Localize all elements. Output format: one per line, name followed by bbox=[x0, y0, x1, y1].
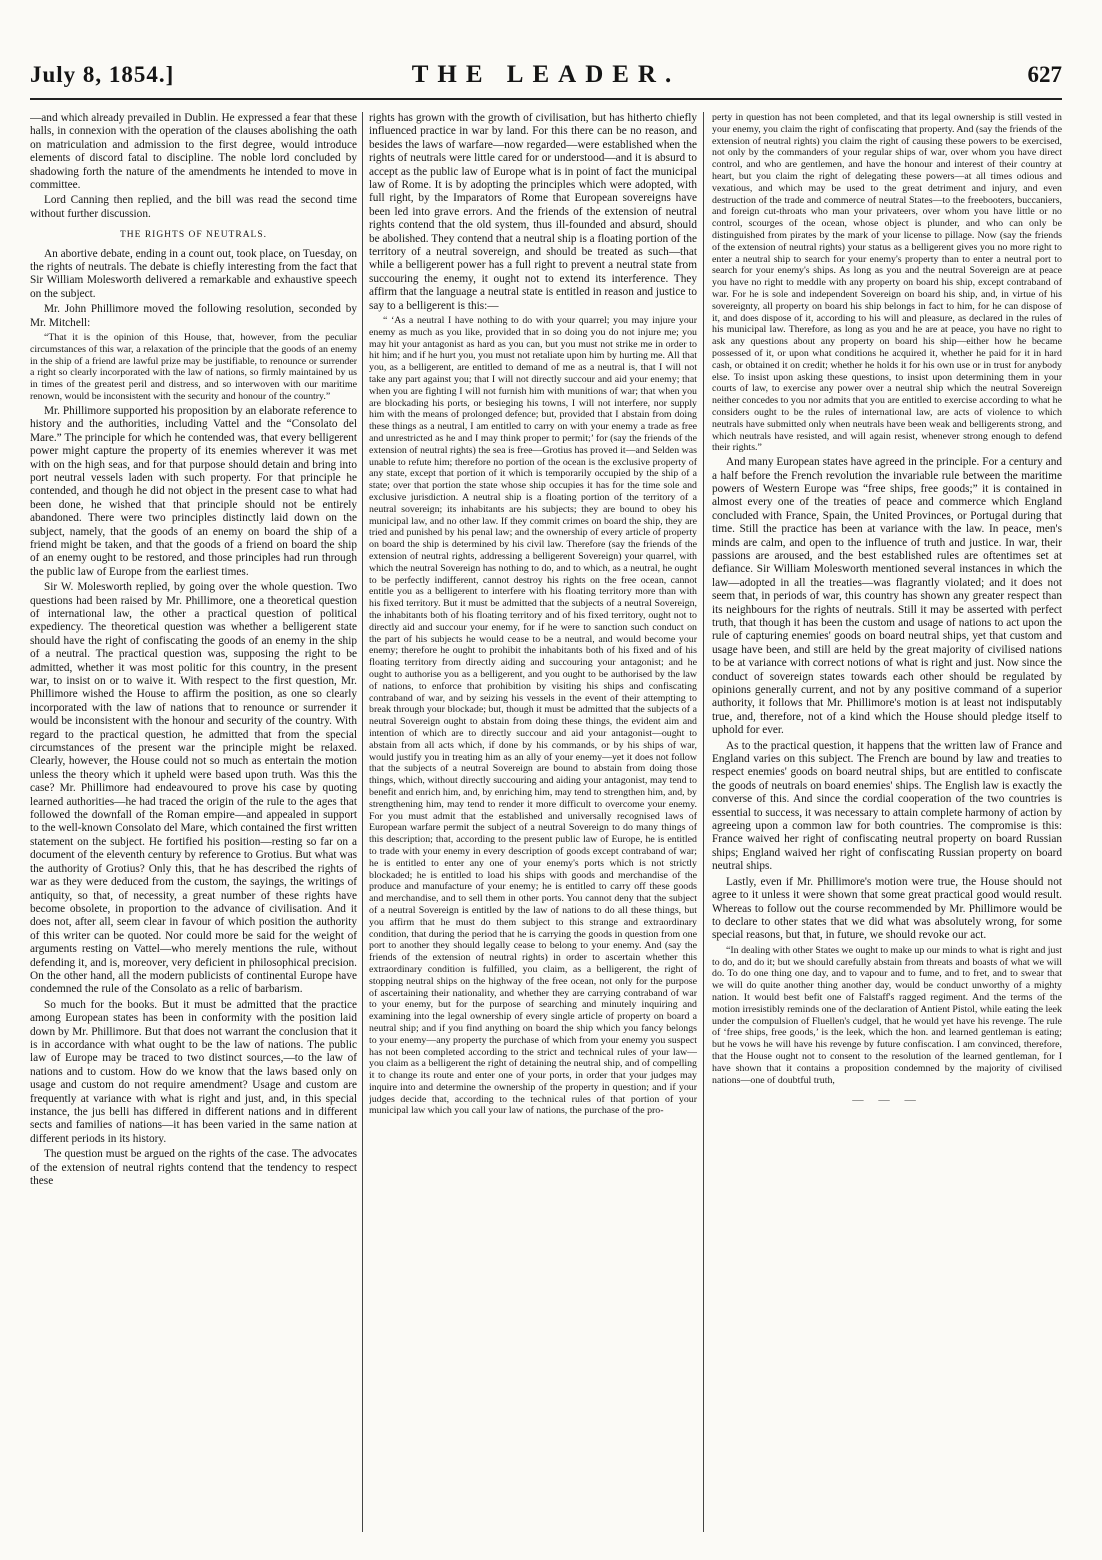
column-end-mark: — — — bbox=[852, 1094, 922, 1107]
paragraph: Mr. John Phillimore moved the following resolution, seconded by Mr. Mitchell: bbox=[30, 303, 357, 329]
column-divider bbox=[703, 112, 704, 1532]
paragraph: Lastly, even if Mr. Phillimore's motion were true, the House should not agree to it unless it were shown that some great practical good would result. Whereas to follow out the course recommended by Mr. Phillimore would be to declare to other states that we did what was absolutely wrong, for some special reasons, but that, in future, we should revoke our act. bbox=[712, 875, 1062, 942]
page-number: 627 bbox=[1027, 62, 1062, 87]
column-3 bbox=[712, 112, 1062, 1544]
speech-quote-continued: perty in question has not been completed, and that its legal ownership is still vested in your enemy, you claim the right of confiscating that property. And (say the friends of the extension of neutral rights) you claim the right of causing these powers to be exercised, not only by the commanders of your regular ships of war, over whom you have direct control, and who are gentlemen, and have the honour and interest of their country at heart, but you claim the right of delegating these powers—at all times odious and vexatious, and which may be used to the great detriment and injury, and even destruction of the trade and commerce of neutral States—to the freebooters, buccaniers, and foreign cut-throats who man your privateers, over whom you have little or no control, scourges of the ocean, whose object is plunder, and who can only be distinguished from pirates by the mark of your license to pillage. Now (say the friends of the extension of neutral rights) your status as a belligerent gives you no more right to enter a neutral ship to search for your enemy's property than to enter a neutral port to search for your enemy's ships. As long as you and the neutral Sovereign are at peace you have no right to meddle with any property on board his ship, except contraband of war. For he is sole and independent Sovereign on board his ship, and, in virtue of his sovereignty, all property on board his ship belongs in fact to him, for he can dispose of it, and does dispose of it, according to his will and pleasure, as declared in the rules of his municipal law. Therefore, as long as you and he are at peace, you have no right to ask any questions about any property on board his ship—either how he became possessed of it, or upon what conditions he acquired it, whether he paid for it in hard cash, or obtained it on credit; whether he holds it for his own use or in trust for anybody else. To insist upon asking these questions, to insist upon determining them in your courts of law, to exercise any power over a neutral ship which the neutral Sovereign neither concedes to you nor admits that you are entitled to exercise according to what he considers ought to be the rules of international law, are acts of violence to which neutrals have submitted only when neutrals have been weak and belligerents strong, and which neutrals have resisted, and will again resist, whenever strong enough to defend their rights.” bbox=[712, 112, 1062, 454]
section-heading: THE RIGHTS OF NEUTRALS. bbox=[119, 230, 268, 241]
speech-quote: “ ‘As a neutral I have nothing to do with your quarrel; you may injure your enemy as much as you like, provided that in so doing you do not injure me; you may hit your antagonist as hard as you can, but you must not strike me in order to hit him; and if he hurt you, you must not retaliate upon him by hurting me. All that you, as a belligerent, are entitled to demand of me as a neutral is, that I will not take any part against you; that I will not directly succour and aid your enemy; that when you are fighting I will not furnish him with munitions of war; that when you are blockading his ports, or besieging his towns, I will not interfere, nor supply him with the means of prolonged defence; but, provided that I abstain from doing these things as a neutral, I am entitled to carry on with your enemy a trade as free and unrestricted as he and I may think proper to permit;’ for (say the friends of the extension of neutral rights) the sea is free—Grotius has proved it—and Selden was unable to refute him; therefore no portion of the ocean is the exclusive property of any state, except that portion of it which is temporarily occupied by the ship of a state; over that portion the state whose ship occupies it has for the time sole and exclusive jurisdiction. A neutral ship is a floating portion of the territory of a neutral sovereign; its inhabitants are his subjects; they are bound to obey his municipal law, and no other law. If they commit crimes on board the ship, they are tried and punished by his penal law; and the ownership of every article of property on board the ship is determined by his civil law. Therefore (say the friends of the extension of neutral rights, addressing a belligerent Sovereign) your quarrel, with which the neutral Sovereign has nothing to do, and to which, as a neutral, he ought to be perfectly indifferent, cannot destroy his rights on the free ocean, cannot entitle you as a belligerent to interfere with his floating territory more than with his fixed territory. But it must be admitted that the subjects of a neutral Sovereign, the inhabitants both of his floating territory and of his fixed territory, ought not to directly aid and succour your enemy, for if he were to sanction such conduct on the part of his subjects he would cease to be a neutral, and would become your enemy; therefore he ought to prohibit the inhabitants both of his fixed and of his floating territory from directly aiding and succouring your antagonist; and he ought to authorise you as a belligerent, and you ought to be authorised by the law of nations, to enforce that prohibition by visiting his ships and confiscating contraband of war, and by seizing his vessels in the event of their attempting to break through your blockade; but, though it must be admitted that the subjects of a neutral Sovereign ought to abstain from doing these things, the evident aim and intention of which are to directly succour and aid your antagonist—ought to abstain from all acts which, if done by his commands, or by his ships of war, would justify you in treating him as an ally of your enemy—yet it does not follow that the subjects of a neutral Sovereign are bound to abstain from doing those things, which, without directly succouring and aiding your antagonist, may tend to benefit and enrich him, and, by enriching him, may tend to strengthen him, and, by strengthening him, may tend to render it more difficult to overcome your enemy. For you must admit that the established and universally recognised laws of European warfare permit the subject of a neutral Sovereign to do many things of this description; that, according to the present public law of Europe, he is entitled to trade with your enemy in every description of goods except contraband of war; he is entitled to enter any one of your enemy's ports which is not strictly blockaded; he is entitled to load his ships with goods and merchandise of the produce and manufacture of your enemy; he is entitled to carry off these goods and merchandise, and to sell them in other ports. You cannot deny that the subject of a neutral Sovereign is entitled by the law of nations to do all these things, but you affirm that he must do them subject to this strange and extraordinary condition, that during the period that he is carrying the goods in question from one port to another they should legally cease to belong to your enemy. And (say the friends of the extension of neutral rights) in order to ascertain whether this extraordinary condition is fulfilled, you claim, as a belligerent, the right of stopping neutral ships on the highway of the free ocean, not only for the purpose of ascertaining their nationality, and whether they are carrying contraband of war to your enemy, but for the purpose of searching and minutely inquiring and examining into the legal ownership of every single article of property on board a neutral ship; and if you find anything on board the ship which you fancy belongs to your enemy—any property the purchase of which from your enemy you suspect has not been completed according to the strict and technical rules of your law—you claim as a belligerent the right of detaining the neutral ship, and of compelling it to change its route and enter one of your ports, in order that your judges may inquire into and determine the ownership of the property in question; and if your judges decide that, according to the technical rules of that portion of your municipal law which you call your law of nations, the purchase of the pro- bbox=[369, 315, 697, 1117]
newspaper-title: THE LEADER. bbox=[411, 61, 681, 88]
issue-date: July 8, 1854.] bbox=[30, 62, 175, 87]
paragraph: Lord Canning then replied, and the bill was read the second time without further discussion. bbox=[30, 194, 357, 220]
paragraph: The question must be argued on the rights of the case. The advocates of the extension of neutral rights contend that the tendency to respect these bbox=[30, 1148, 357, 1188]
paragraph: An abortive debate, ending in a count out, took place, on Tuesday, on the rights of neutrals. The debate is chiefly interesting from the fact that Sir William Molesworth delivered a remarkable and exhaustive speech on the subject. bbox=[30, 247, 357, 300]
paragraph: Mr. Phillimore supported his proposition by an elaborate reference to history and the authorities, including Vattel and the “Consolato del Mare.” The principle for which he contended was, that every belligerent power might capture the property of its enemies wherever it was met with on the high seas, and for that purpose should detain and bring into port neutral vessels laden with such property. For that principle he contended, and though he did not object in the present case to what had been done, he wished that that principle should not be entirely abandoned. There were two principles distinctly laid down on the subject, namely, that the goods of an enemy on board the ship of a friend might be taken, and that the goods of a friend on board the ship of an enemy ought to be restored, and those principles had run through the public law of Europe from the earliest times. bbox=[30, 404, 357, 578]
masthead bbox=[30, 54, 1062, 94]
column-2 bbox=[369, 112, 697, 1544]
paragraph: As to the practical question, it happens that the written law of France and England varies on this subject. The French are bound by law and treaties to respect enemies' goods on board neutral ships, but are entitled to confiscate the goods of neutrals on board enemies' ships. The English law is exactly the converse of this. And since the cordial cooperation of the two countries is essential to success, it was necessary to attain complete harmony of action by agreeing upon a common law for both countries. The compromise is this: France waived her right of confiscating neutral property on board Russian ships; England waived her right of confiscating Russian property on board neutral ships. bbox=[712, 739, 1062, 873]
paragraph: And many European states have agreed in the principle. For a century and a half before the French revolution the invariable rule between the maritime powers of Western Europe was “free ships, free goods;” it is contained in almost every one of the treaties of peace and commerce which England concluded with France, Spain, the United Provinces, or Portugal during that time. Still the practice has been at variance with the law. In peace, men's minds are calm, and open to the influence of truth and justice. In war, their passions are aroused, and the best established rules are oftentimes set at defiance. Sir William Molesworth mentioned several instances in which the law—adopted in all the treaties—was flagrantly violated; and it does not seem that, in periods of war, this country has shown any greater respect than its neighbours for the rights of neutrals. Still it may be asserted with perfect truth, that though it has been the custom and usage of nations to act upon the rule of capturing enemies' goods on board neutral ships, yet that custom and usage have been, and still are held by the great majority of civilised nations to be at variance with correct notions of what is right and just. Now since the conduct of sovereign states towards each other should be regulated by opinions generally current, and not by any positive command of a superior authority, it follows that Mr. Phillimore's motion is at least not indisputably true, and, therefore, not of a kind which the House should pledge itself to uphold for ever. bbox=[712, 456, 1062, 737]
resolution-quote: “That it is the opinion of this House, that, however, from the peculiar circumstances of this war, a relaxation of the principle that the goods of an enemy in the ship of a friend are lawful prize may be justifiable, to renounce or surrender a right so clearly incorporated with the law of nations, so firmly maintained by us in times of the greatest peril and distress, and so interwoven with our maritime renown, would be inconsistent with the security and honour of the country.” bbox=[30, 332, 357, 403]
masthead-rule bbox=[30, 98, 1062, 100]
column-divider bbox=[362, 112, 363, 1532]
paragraph: rights has grown with the growth of civilisation, but has hitherto chiefly influenced practice in war by land. For this there can be no reason, and besides the laws of warfare—now regarded—were established when the rights of neutrals were little cared for or understood—and it is absurd to accept as the public law of Europe what is in point of fact the municipal law of Rome. It is by adopting the principles which were adopted, with full right, by the Imparators of Rome that European sovereigns have been led into grave errors. And the friends of the extension of neutral rights contend that the old system, thus ill-founded and absurd, should be abolished. They contend that a neutral ship is a floating portion of the territory of a neutral sovereign, and should be treated as such—that while a belligerent power has a full right to prevent a neutral state from succouring the enemy, it ought not to extend its interference. They affirm that the language a neutral state is entitled in reason and justice to say to a belligerent is this:— bbox=[369, 112, 697, 312]
paragraph: —and which already prevailed in Dublin. He expressed a fear that these halls, in connexion with the operation of the clauses abolishing the oath on matriculation and admission to the first degree, would introduce elements of discord fatal to discipline. The noble lord concluded by shadowing forth the nature of the amendments he intended to move in committee. bbox=[30, 112, 357, 192]
paragraph: Sir W. Molesworth replied, by going over the whole question. Two questions had been raised by Mr. Phillimore, one a theoretical question of international law, the other a practical question of political expediency. The theoretical question was whether a belligerent state should have the right of confiscating the goods of an enemy in the ship of a neutral. The practical question was, supposing the right to be admitted, whether it was most politic for this country, in the present war, to insist on or to waive it. With respect to the first question, Mr. Phillimore wished the House to affirm the position, as one so clearly incorporated with the law of nations that to renounce or surrender it would be inconsistent with the honour and security of the country. With regard to the practical question, he admitted that from the special circumstances of the present war the principle might be relaxed. Clearly, however, the House could not so much as entertain the motion unless the theory which it upheld were based upon truth. Was this the case? Mr. Phillimore had endeavoured to prove his case by quoting learned authorities—he had traced the origin of the rule to the ages that followed the downfall of the Roman empire—and appealed in support to the well-known Consolato del Mare, which contained the first written statement on the subject. He fortified his position—resting so far on a document of the eleventh century by reference to Grotius. But what was the authority of Grotius? Only this, that he has described the rights of war as they were deduced from the custom, the sayings, the writings of antiquity, so that, of necessity, a great number of these rights have become obsolete, in proportion to the advance of civilisation. And it does not, after all, seem clear in favour of which position the authority of this writer can be quoted. Nor could more be said for the weight of arguments resting on Vattel—who merely mentions the rule, without defending it, and is, moreover, very deficient in philosophical precision. On the other hand, all the modern publicists of continental Europe have condemned the rule of the Consolato as a relic of barbarism. bbox=[30, 581, 357, 996]
column-1 bbox=[30, 112, 357, 1544]
speech-quote: “In dealing with other States we ought to make up our minds to what is right and just to do, and do it; but we should carefully abstain from threats and boasts of what we will do. To do one thing one day, and to vapour and to fume, and to fret, and to swear that we will do quite another thing another day, would be conduct unworthy of a mighty nation. It would best befit one of Falstaff's ragged regiment. And the terms of the motion irresistibly reminds one of the declaration of Antient Pistol, while eating the leek under the compulsion of Fluellen's cudgel, that he would yet have his revenge. The rule of ‘free ships, free goods,’ is the leek, which the hon. and learned gentleman is eating; but he vows he will have his revenge by future confiscation. I am convinced, therefore, that the House ought not to consent to the resolution of the learned gentleman, for I have shown that it contains a proposition condemned by the majority of civilised nations—one of doubtful truth, bbox=[712, 944, 1062, 1086]
paragraph: So much for the books. But it must be admitted that the practice among European states has been in conformity with the position laid down by Mr. Phillimore. But that does not warrant the conclusion that it is in accordance with what ought to be the law of nations. The public law of Europe may be traced to two distinct sources,—to the law of nations and to custom. How do we know that the laws based only on usage and custom do not require amendment? Usage and custom are frequently at variance with what is right and just, and, in this special instance, the jus belli has differed in different nations and in different sects and families of nations—it has been varied in the same nation at different periods in its history. bbox=[30, 998, 357, 1145]
